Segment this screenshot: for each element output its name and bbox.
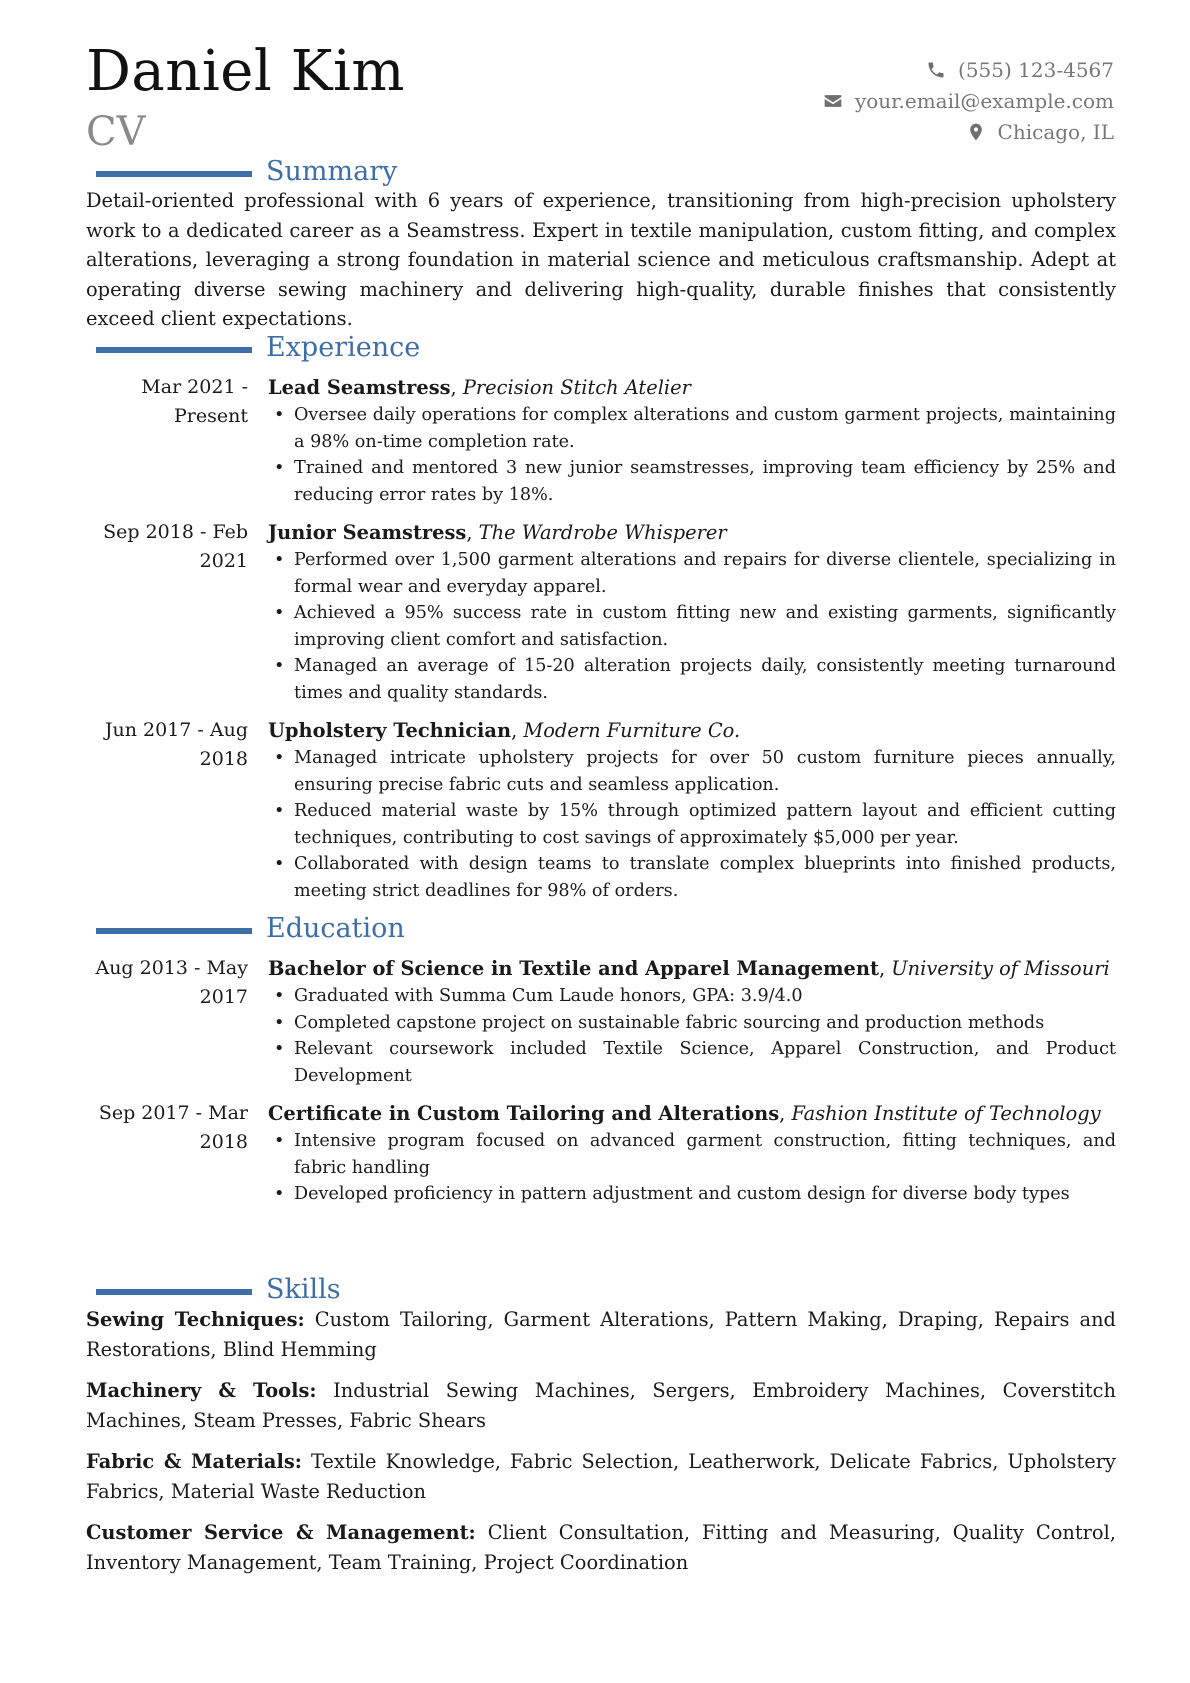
entry-body <box>268 373 1116 508</box>
entry-bullets <box>268 983 1116 1089</box>
education-section-header <box>96 915 405 942</box>
skills-list <box>86 1305 1116 1589</box>
skill-row <box>86 1518 1116 1577</box>
entry-bullets <box>268 1128 1116 1208</box>
section-accent-bar <box>96 171 252 177</box>
summary-text: Detail-oriented professional with 6 years of experience, transitioning from high-precision upholstery work to a dedicated career as a Seamstress. Expert in textile manipulation, custom fitting, and complex alterations, leveraging a strong foundation in material science and meticulous craftsmanship. Adept at operating diverse sewing machinery and delivering high-quality, durable finishes that consistently exceed client expectations. <box>86 189 1116 330</box>
skill-row <box>86 1447 1116 1506</box>
entry-role: Junior Seamstress <box>268 521 467 544</box>
entry-heading: Certificate in Custom Tailoring and Alterations, Fashion Institute of Technology <box>268 1102 1101 1125</box>
skill-text: Textile Knowledge, Fabric Selection, Leatherwork, Delicate Fabrics, Upholstery Fabrics, Material Waste Reduction <box>86 1450 1116 1503</box>
contact-block <box>823 54 1114 147</box>
map-pin-icon <box>966 122 986 142</box>
skill-text: Industrial Sewing Machines, Sergers, Embroidery Machines, Coverstitch Machines, Steam Presses, Fabric Shears <box>86 1379 1116 1432</box>
section-title-education: Education <box>266 913 405 944</box>
education-entry <box>86 954 1116 1089</box>
experience-entry <box>86 373 1116 508</box>
entry-organization: The Wardrobe Whisperer <box>478 521 727 544</box>
entry-organization: Precision Stitch Atelier <box>462 376 691 399</box>
entry-role: Certificate in Custom Tailoring and Alterations <box>268 1102 780 1125</box>
bullet-item: • Performed over 1,500 garment alterations and repairs for diverse clientele, specializing in formal wear and everyday apparel. <box>268 547 1116 600</box>
candidate-name: Daniel Kim <box>86 39 405 104</box>
entry-organization: University of Missouri <box>891 957 1110 980</box>
bullet-item: • Relevant coursework included Textile Science, Apparel Construction, and Product Development <box>268 1036 1116 1089</box>
contact-location <box>823 116 1114 147</box>
skill-row <box>86 1305 1116 1364</box>
entry-date: Sep 2018 - Feb 2021 <box>103 521 248 572</box>
bullet-item: • Graduated with Summa Cum Laude honors, GPA: 3.9/4.0 <box>268 983 1116 1010</box>
skills-section-header <box>96 1276 341 1303</box>
section-accent-bar <box>96 1289 252 1295</box>
bullet-item: • Collaborated with design teams to translate complex blueprints into finished products, meeting strict deadlines for 98% of orders. <box>268 851 1116 904</box>
bullet-item: • Managed intricate upholstery projects for over 50 custom furniture pieces annually, ensuring precise fabric cuts and seamless application. <box>268 745 1116 798</box>
skill-label: Machinery & Tools: <box>86 1379 317 1402</box>
entry-role: Upholstery Technician <box>268 719 512 742</box>
bullet-item: • Developed proficiency in pattern adjustment and custom design for diverse body types <box>268 1181 1116 1208</box>
bullet-item: • Reduced material waste by 15% through optimized pattern layout and efficient cutting techniques, contributing to cost savings of approximately $5,000 per year. <box>268 798 1116 851</box>
entry-date: Mar 2021 - Present <box>141 376 248 427</box>
experience-entry <box>86 716 1116 904</box>
section-accent-bar <box>96 347 252 353</box>
skill-text: Custom Tailoring, Garment Alterations, Pattern Making, Draping, Repairs and Restorations, Blind Hemming <box>86 1308 1116 1361</box>
entry-body <box>268 716 1116 904</box>
experience-section-header <box>96 334 420 361</box>
contact-email[interactable] <box>823 85 1114 116</box>
entry-heading: Lead Seamstress, Precision Stitch Atelier <box>268 376 691 399</box>
contact-phone[interactable] <box>823 54 1114 85</box>
skill-label: Fabric & Materials: <box>86 1450 302 1473</box>
envelope-icon <box>823 91 843 111</box>
section-title-experience: Experience <box>266 332 421 363</box>
location-text: Chicago, IL <box>997 119 1114 144</box>
phone-text: (555) 123-4567 <box>958 57 1114 82</box>
entry-organization: Fashion Institute of Technology <box>791 1102 1101 1125</box>
entry-date: Aug 2013 - May 2017 <box>95 957 248 1008</box>
skill-text: Client Consultation, Fitting and Measuring, Quality Control, Inventory Management, Team Training, Project Coordination <box>86 1521 1116 1574</box>
section-title-summary: Summary <box>266 156 398 187</box>
bullet-item: • Oversee daily operations for complex alterations and custom garment projects, maintaining a 98% on-time completion rate. <box>268 402 1116 455</box>
skill-label: Customer Service & Management: <box>86 1521 476 1544</box>
entry-body <box>268 1099 1116 1208</box>
bullet-item: • Intensive program focused on advanced garment construction, fitting techniques, and fabric handling <box>268 1128 1116 1181</box>
bullet-item: • Managed an average of 15-20 alteration projects daily, consistently meeting turnaround times and quality standards. <box>268 653 1116 706</box>
document-subtitle: CV <box>86 109 146 155</box>
entry-bullets <box>268 402 1116 508</box>
entry-role: Bachelor of Science in Textile and Apparel Management <box>268 957 879 980</box>
email-text: your.email@example.com <box>854 88 1114 113</box>
entry-heading: Bachelor of Science in Textile and Apparel Management, University of Missouri <box>268 957 1110 980</box>
entry-body <box>268 954 1116 1089</box>
entry-bullets <box>268 547 1116 706</box>
skill-label: Sewing Techniques: <box>86 1308 305 1331</box>
bullet-item: • Achieved a 95% success rate in custom fitting new and existing garments, significantly improving client comfort and satisfaction. <box>268 600 1116 653</box>
bullet-item: • Completed capstone project on sustainable fabric sourcing and production methods <box>268 1010 1116 1037</box>
entry-organization: Modern Furniture Co. <box>523 719 741 742</box>
entry-body <box>268 518 1116 706</box>
phone-icon <box>926 60 946 80</box>
experience-list <box>86 373 1116 914</box>
entry-date: Sep 2017 - Mar 2018 <box>98 1102 248 1153</box>
entry-heading: Junior Seamstress, The Wardrobe Whisperer <box>268 521 727 544</box>
skill-row <box>86 1376 1116 1435</box>
section-title-skills: Skills <box>266 1274 341 1305</box>
entry-bullets <box>268 745 1116 904</box>
section-accent-bar <box>96 928 252 934</box>
bullet-item: • Trained and mentored 3 new junior seamstresses, improving team efficiency by 25% and reducing error rates by 18%. <box>268 455 1116 508</box>
education-list <box>86 954 1116 1218</box>
entry-date: Jun 2017 - Aug 2018 <box>104 719 248 770</box>
entry-role: Lead Seamstress <box>268 376 451 399</box>
education-entry <box>86 1099 1116 1208</box>
experience-entry <box>86 518 1116 706</box>
entry-heading: Upholstery Technician, Modern Furniture Co. <box>268 719 741 742</box>
summary-section-header <box>96 158 397 185</box>
